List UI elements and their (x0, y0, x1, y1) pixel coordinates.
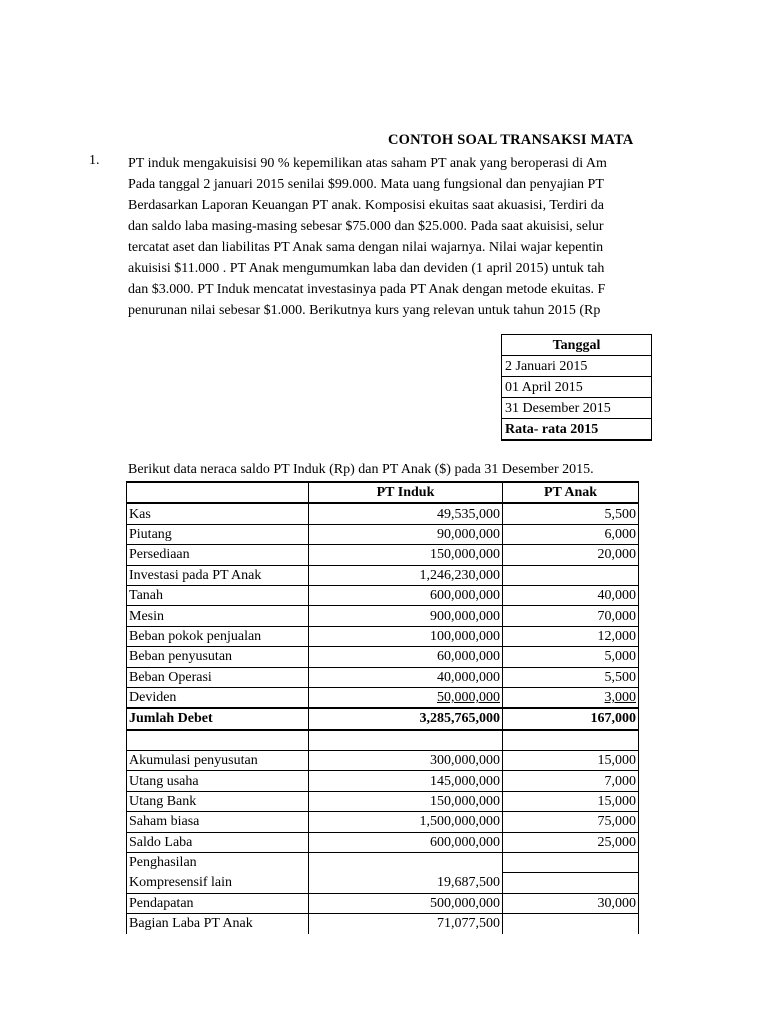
table-row (127, 791, 639, 811)
account-label: Penghasilan (127, 853, 309, 873)
account-label: Akumulasi penyusutan (127, 751, 309, 771)
total-label: Jumlah Debet (127, 708, 309, 729)
induk-value: 50,000,000 (309, 687, 503, 708)
anak-value (503, 853, 639, 873)
induk-value: 100,000,000 (309, 626, 503, 646)
account-label: Utang usaha (127, 771, 309, 791)
rate-date-cell: 2 Januari 2015 (502, 356, 652, 377)
anak-value: 3,000 (503, 687, 639, 708)
total-debit-row (127, 708, 639, 729)
anak-value: 15,000 (503, 751, 639, 771)
anak-value: 5,000 (503, 647, 639, 667)
induk-value: 71,077,500 (309, 914, 503, 934)
table-row (127, 524, 639, 544)
anak-value: 6,000 (503, 524, 639, 544)
rate-table-header: Tanggal (502, 335, 652, 356)
anak-value (503, 873, 639, 893)
account-label: Mesin (127, 606, 309, 626)
table-row (127, 667, 639, 687)
induk-value: 600,000,000 (309, 585, 503, 605)
account-label: Tanah (127, 585, 309, 605)
paragraph-line: akuisisi $11.000 . PT Anak mengumumkan laba dan deviden (1 april 2015) untuk tah (128, 261, 605, 276)
rate-date-cell: 01 April 2015 (502, 377, 652, 398)
table-row (127, 771, 639, 791)
induk-value: 600,000,000 (309, 832, 503, 852)
paragraph-line: Pada tanggal 2 januari 2015 senilai $99.000. Mata uang fungsional dan penyajian PT (128, 177, 604, 192)
account-label: Beban pokok penjualan (127, 626, 309, 646)
table-row (127, 647, 639, 667)
total-anak: 167,000 (503, 708, 639, 729)
table-row (127, 503, 639, 524)
induk-value: 40,000,000 (309, 667, 503, 687)
induk-value: 500,000,000 (309, 893, 503, 913)
account-label: Bagian Laba PT Anak (127, 914, 309, 934)
account-label: Persediaan (127, 545, 309, 565)
account-label: Piutang (127, 524, 309, 544)
anak-value: 15,000 (503, 791, 639, 811)
induk-value: 19,687,500 (309, 873, 503, 893)
table-row (127, 565, 639, 585)
account-label: Investasi pada PT Anak (127, 565, 309, 585)
induk-value: 145,000,000 (309, 771, 503, 791)
item-number: 1. (89, 153, 100, 168)
induk-value: 1,246,230,000 (309, 565, 503, 585)
paragraph-line: dan saldo laba masing-masing sebesar $75.000 dan $25.000. Pada saat akuisisi, selur (128, 219, 604, 234)
induk-value: 300,000,000 (309, 751, 503, 771)
rate-date-cell: 31 Desember 2015 (502, 398, 652, 419)
total-induk: 3,285,765,000 (309, 708, 503, 729)
account-label: Deviden (127, 687, 309, 708)
induk-value: 150,000,000 (309, 791, 503, 811)
paragraph-line: dan $3.000. PT Induk mencatat investasinya pada PT Anak dengan metode ekuitas. F (128, 282, 606, 297)
table-row (127, 545, 639, 565)
account-label: Saham biasa (127, 812, 309, 832)
table-row (127, 812, 639, 832)
neraca-intro: Berikut data neraca saldo PT Induk (Rp) dan PT Anak ($) pada 31 Desember 2015. (128, 462, 594, 477)
table-row (127, 751, 639, 771)
rate-average-cell: Rata- rata 2015 (502, 419, 652, 441)
anak-value: 20,000 (503, 545, 639, 565)
anak-value: 40,000 (503, 585, 639, 605)
table-row (127, 626, 639, 646)
table-row (127, 585, 639, 605)
header-label-cell (127, 482, 309, 503)
account-label: Saldo Laba (127, 832, 309, 852)
induk-value: 60,000,000 (309, 647, 503, 667)
table-row (127, 873, 639, 893)
table-row (127, 893, 639, 913)
account-label: Kompresensif lain (127, 873, 309, 893)
induk-value: 900,000,000 (309, 606, 503, 626)
account-label: Pendapatan (127, 893, 309, 913)
account-label: Kas (127, 503, 309, 524)
table-row (127, 914, 639, 934)
paragraph-line: penurunan nilai sebesar $1.000. Berikutnya kurs yang relevan untuk tahun 2015 (Rp (128, 303, 601, 318)
paragraph-line: Berdasarkan Laporan Keuangan PT anak. Komposisi ekuitas saat akuasisi, Terdiri da (128, 198, 604, 213)
table-row (127, 606, 639, 626)
header-pt-anak: PT Anak (503, 482, 639, 503)
anak-value: 7,000 (503, 771, 639, 791)
account-label: Beban Operasi (127, 667, 309, 687)
paragraph-line: tercatat aset dan liabilitas PT Anak sama dengan nilai wajarnya. Nilai wajar kepentin (128, 240, 604, 255)
paragraph-line: PT induk mengakuisisi 90 % kepemilikan atas saham PT anak yang beroperasi di Am (128, 156, 607, 171)
document-title: CONTOH SOAL TRANSAKSI MATA (388, 132, 634, 148)
blank-row (127, 730, 639, 751)
induk-value: 49,535,000 (309, 503, 503, 524)
induk-value: 90,000,000 (309, 524, 503, 544)
header-pt-induk: PT Induk (309, 482, 503, 503)
induk-value: 150,000,000 (309, 545, 503, 565)
anak-value: 70,000 (503, 606, 639, 626)
table-row (127, 687, 639, 708)
anak-value: 12,000 (503, 626, 639, 646)
anak-value (503, 565, 639, 585)
exchange-rate-table (501, 334, 652, 441)
anak-value (503, 914, 639, 934)
induk-value (309, 853, 503, 873)
anak-value: 5,500 (503, 503, 639, 524)
anak-value: 25,000 (503, 832, 639, 852)
table-header-row (127, 482, 639, 503)
trial-balance-table (126, 481, 639, 934)
account-label: Beban penyusutan (127, 647, 309, 667)
anak-value: 5,500 (503, 667, 639, 687)
anak-value: 30,000 (503, 893, 639, 913)
table-row (127, 832, 639, 852)
induk-value: 1,500,000,000 (309, 812, 503, 832)
problem-paragraph (128, 153, 768, 321)
account-label: Utang Bank (127, 791, 309, 811)
anak-value: 75,000 (503, 812, 639, 832)
table-row (127, 853, 639, 873)
